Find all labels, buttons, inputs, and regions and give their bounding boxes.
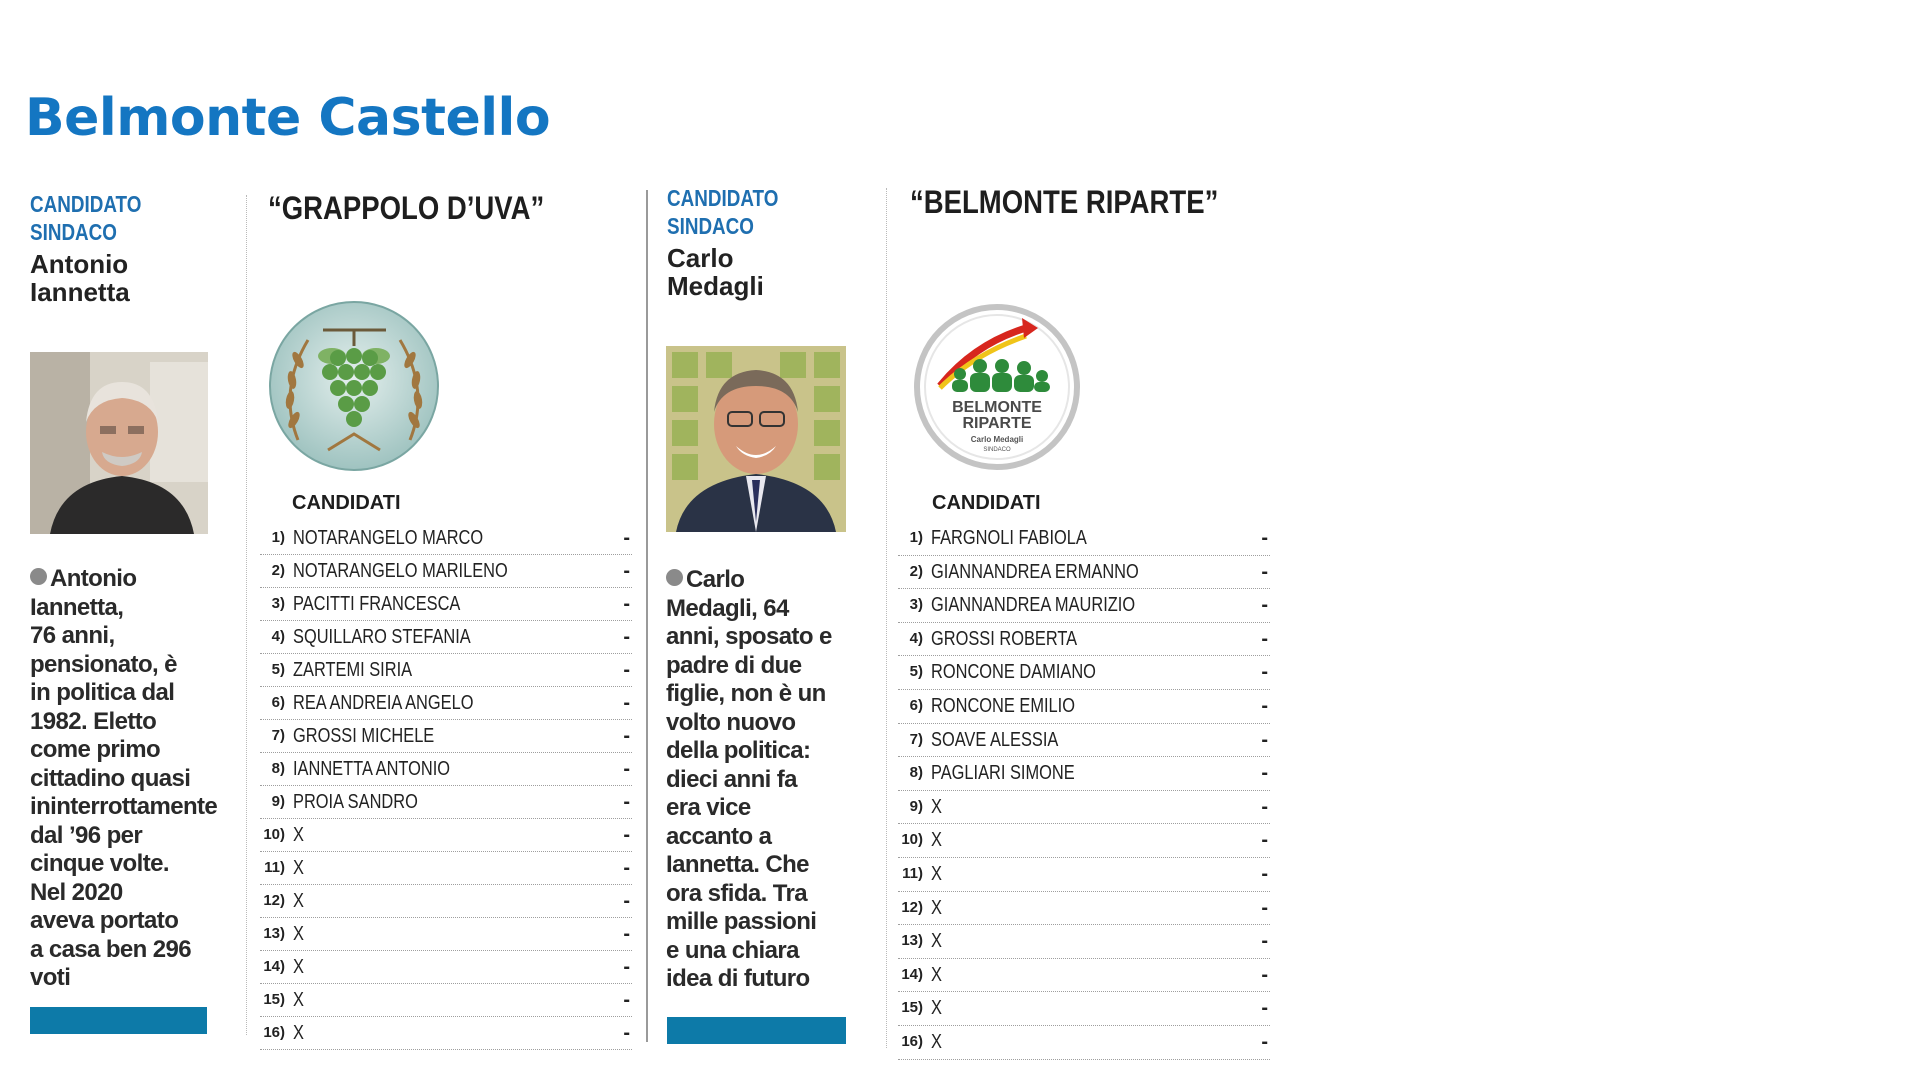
candidate-photo-iannetta: [30, 352, 208, 534]
candidate-number: 3): [909, 596, 923, 614]
logo-text-line1: BELMONTE: [952, 399, 1042, 416]
candidate-votes: -: [1261, 930, 1268, 953]
candidate-number: 2): [271, 562, 285, 579]
candidate-name: PROIA SANDRO: [293, 791, 418, 813]
candidate-list-belmonte-riparte: [898, 522, 1270, 1060]
column-divider: [886, 188, 887, 1048]
candidate-votes: -: [623, 692, 630, 714]
candidate-row: [898, 690, 1270, 724]
candidate-votes: -: [623, 824, 630, 846]
candidate-row: [260, 951, 632, 984]
candidate-name: GROSSI MICHELE: [293, 725, 435, 747]
candidate-row: [898, 925, 1270, 959]
candidate-row: [260, 555, 632, 588]
candidate-info-medagli: [667, 184, 857, 300]
candidate-row: [898, 1026, 1270, 1060]
candidate-votes: -: [1261, 896, 1268, 919]
candidate-number: 1): [909, 529, 923, 546]
candidate-votes: -: [623, 857, 630, 879]
candidate-votes: -: [1261, 997, 1268, 1020]
candidate-number: 10): [263, 826, 285, 843]
candidate-row: [898, 589, 1270, 623]
candidate-votes: -: [623, 923, 630, 945]
candidate-row: [898, 791, 1270, 825]
candidate-last-name: Iannetta: [30, 277, 130, 307]
candidate-row: [260, 984, 632, 1017]
candidates-header: CANDIDATI: [932, 492, 1041, 514]
candidate-label: [30, 190, 186, 246]
candidate-label-line1: CANDIDATO: [30, 191, 142, 217]
candidate-name: GIANNANDREA ERMANNO: [931, 560, 1139, 583]
candidate-number: 15): [263, 991, 285, 1008]
candidate-votes: -: [1261, 627, 1268, 650]
candidate-number: 4): [271, 628, 285, 645]
candidate-list-grappolo: [260, 522, 632, 1050]
candidate-first-name: Antonio: [30, 249, 129, 279]
candidate-row: [260, 654, 632, 687]
candidate-name: X: [293, 1022, 304, 1044]
candidate-votes: -: [1261, 560, 1268, 583]
candidate-name: X: [293, 956, 304, 978]
candidate-row: [260, 621, 632, 654]
candidate-number: 6): [271, 694, 285, 711]
candidate-row: [260, 687, 632, 720]
candidate-name: X: [931, 829, 942, 852]
belmonte-riparte-logo: [914, 304, 1080, 475]
candidate-row: [898, 724, 1270, 758]
candidate-number: 11): [264, 859, 285, 876]
candidate-number: 14): [901, 965, 923, 983]
candidate-row: [260, 918, 632, 951]
candidate-number: 16): [263, 1024, 285, 1041]
candidate-row: [260, 753, 632, 786]
candidate-number: 6): [909, 696, 923, 714]
candidate-name: X: [293, 890, 304, 912]
candidate-number: 7): [909, 730, 923, 748]
candidate-row: [898, 992, 1270, 1026]
candidate-name: NOTARANGELO MARCO: [293, 527, 484, 549]
candidate-number: 7): [271, 727, 285, 744]
candidate-name: [30, 250, 210, 306]
candidate-votes: -: [623, 758, 630, 780]
color-bar: [30, 1007, 207, 1034]
candidate-label-line2: SINDACO: [30, 219, 117, 245]
column-divider: [246, 195, 247, 1035]
candidate-number: 13): [263, 925, 285, 942]
candidate-name: IANNETTA ANTONIO: [293, 758, 451, 780]
candidate-name: X: [931, 795, 942, 818]
candidate-name: RONCONE DAMIANO: [931, 661, 1096, 684]
section-divider: [646, 190, 648, 1042]
candidate-row: [898, 858, 1270, 892]
candidate-votes: -: [623, 626, 630, 648]
candidate-row: [898, 892, 1270, 926]
candidate-votes: -: [1261, 762, 1268, 785]
candidate-row: [898, 623, 1270, 657]
logo-subtext-line1: Carlo Medagli: [970, 435, 1024, 444]
candidate-votes: -: [623, 560, 630, 582]
candidate-name: PAGLIARI SIMONE: [931, 762, 1075, 785]
candidate-votes: -: [1261, 594, 1268, 617]
candidate-votes: -: [623, 956, 630, 978]
candidate-number: 9): [271, 793, 285, 810]
candidate-votes: -: [623, 725, 630, 747]
candidate-number: 13): [901, 932, 923, 950]
candidate-votes: -: [1261, 862, 1268, 885]
candidate-number: 14): [263, 958, 285, 975]
candidate-number: 5): [271, 661, 285, 678]
candidate-votes: -: [1261, 661, 1268, 684]
candidate-row: [898, 959, 1270, 993]
candidates-header: CANDIDATI: [292, 492, 401, 514]
candidate-photo-medagli: [666, 346, 846, 532]
candidate-name: X: [931, 930, 942, 953]
candidate-number: 12): [901, 898, 923, 916]
candidate-number: 16): [901, 1032, 923, 1050]
candidate-row: [898, 824, 1270, 858]
color-bar: [667, 1017, 846, 1044]
candidate-number: 9): [909, 797, 923, 815]
candidate-bio-medagli: Carlo Medagli, 64 anni, sposato e padre di due figlie, non è un volto nuovo della politica: dieci anni fa era vice accanto a Iannetta. Che ora sfida. Tra mille passioni e una chiara idea di futuro: [666, 566, 832, 992]
candidate-first-name: Carlo: [667, 243, 734, 273]
candidate-row: [260, 588, 632, 621]
candidate-name: GROSSI ROBERTA: [931, 627, 1078, 650]
candidate-name: SOAVE ALESSIA: [931, 728, 1059, 751]
candidate-votes: -: [623, 527, 630, 549]
candidate-name: X: [931, 1030, 942, 1053]
candidate-number: 12): [263, 892, 285, 909]
candidate-label-line2: SINDACO: [667, 213, 754, 239]
list-title-belmonte-riparte: “BELMONTE RIPARTE”: [910, 184, 1219, 220]
candidate-votes: -: [623, 890, 630, 912]
candidate-number: 1): [271, 529, 285, 546]
candidate-row: [260, 786, 632, 819]
candidate-number: 2): [909, 562, 923, 580]
candidate-row: [898, 522, 1270, 556]
bullet-dot: [30, 568, 47, 585]
candidate-label-line1: CANDIDATO: [667, 185, 779, 211]
candidate-number: 15): [901, 999, 923, 1017]
list-title-grappolo: “GRAPPOLO D’UVA”: [268, 190, 545, 226]
candidate-name: GIANNANDREA MAURIZIO: [931, 594, 1136, 617]
candidate-row: [898, 656, 1270, 690]
candidate-name: REA ANDREIA ANGELO: [293, 692, 474, 714]
candidate-name: X: [293, 989, 304, 1011]
candidate-name: X: [931, 997, 942, 1020]
candidate-votes: -: [1261, 963, 1268, 986]
candidate-name: SQUILLARO STEFANIA: [293, 626, 471, 648]
candidate-number: 10): [901, 831, 923, 849]
candidate-votes: -: [1261, 829, 1268, 852]
candidate-name: X: [293, 857, 304, 879]
candidate-votes: -: [623, 791, 630, 813]
candidate-number: 8): [909, 764, 923, 782]
candidate-number: 11): [902, 864, 923, 882]
candidate-votes: -: [1261, 527, 1268, 549]
bullet-dot: [666, 569, 683, 586]
candidate-row: [260, 885, 632, 918]
candidate-votes: -: [1261, 795, 1268, 818]
candidate-last-name: Medagli: [667, 271, 764, 301]
logo-subtext-line2: SINDACO: [983, 447, 1011, 453]
candidate-votes: -: [1261, 694, 1268, 717]
candidate-name: [667, 244, 847, 300]
candidate-label: [667, 184, 823, 240]
candidate-row: [260, 819, 632, 852]
logo-text-line2: RIPARTE: [962, 415, 1032, 432]
candidate-number: 8): [271, 760, 285, 777]
candidate-name: PACITTI FRANCESCA: [293, 593, 461, 615]
candidate-number: 5): [909, 663, 923, 681]
candidate-row: [260, 852, 632, 885]
candidate-votes: -: [623, 593, 630, 615]
candidate-name: X: [293, 824, 304, 846]
candidate-name: X: [931, 963, 942, 986]
candidate-votes: -: [623, 659, 630, 681]
page-title: Belmonte Castello: [25, 88, 551, 148]
candidate-votes: -: [623, 989, 630, 1011]
candidate-votes: -: [1261, 728, 1268, 751]
candidate-number: 4): [909, 629, 923, 647]
candidate-name: X: [293, 923, 304, 945]
grape-logo: [268, 300, 440, 477]
candidate-row: [898, 757, 1270, 791]
candidate-name: X: [931, 862, 942, 885]
candidate-name: NOTARANGELO MARILENO: [293, 560, 508, 582]
candidate-name: FARGNOLI FABIOLA: [931, 527, 1087, 549]
candidate-info-iannetta: [30, 190, 220, 306]
candidate-name: ZARTEMI SIRIA: [293, 659, 413, 681]
candidate-name: RONCONE EMILIO: [931, 694, 1075, 717]
candidate-bio-iannetta: Antonio Iannetta, 76 anni, pensionato, è in politica dal 1982. Eletto come primo cittadino quasi ininterrottamente dal ’96 per cinque volte. Nel 2020 aveva portato a casa ben 296 voti: [30, 565, 218, 991]
candidate-row: [260, 522, 632, 555]
candidate-name: X: [931, 896, 942, 919]
candidate-row: [898, 556, 1270, 590]
candidate-row: [260, 1017, 632, 1050]
candidate-votes: -: [1261, 1030, 1268, 1053]
candidate-number: 3): [271, 595, 285, 612]
candidate-votes: -: [623, 1022, 630, 1044]
candidate-row: [260, 720, 632, 753]
